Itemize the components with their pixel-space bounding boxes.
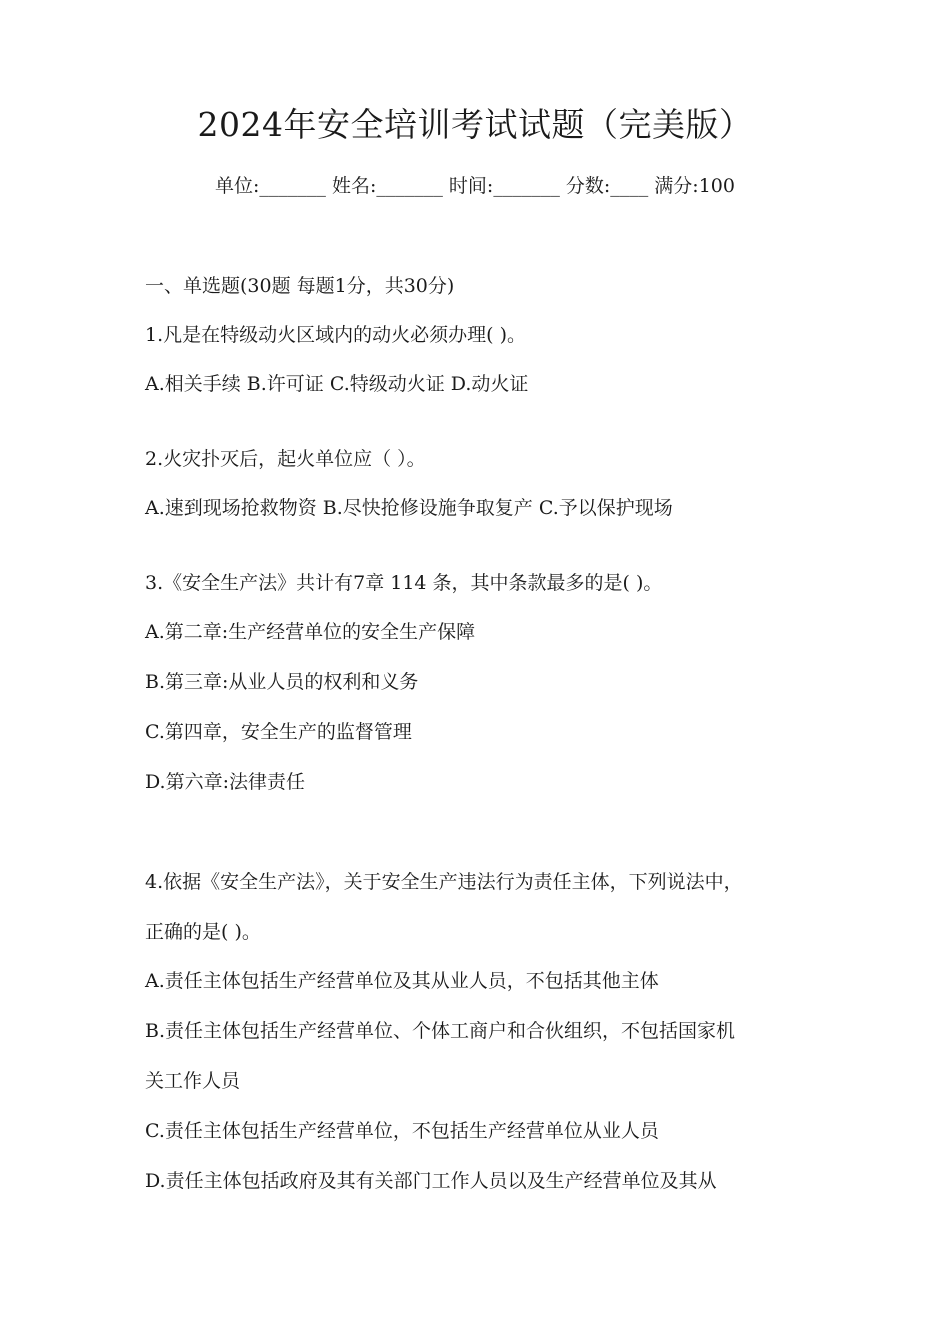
question-4-option-a: A.责任主体包括生产经营单位及其从业人员，不包括其他主体 <box>145 970 659 992</box>
question-1-stem: 1.凡是在特级动火区域内的动火必须办理( )。 <box>145 324 526 346</box>
question-3-option-b: B.第三章:从业人员的权利和义务 <box>145 671 419 693</box>
question-3-stem: 3.《安全生产法》共计有7章 114 条，其中条款最多的是( )。 <box>145 572 663 594</box>
question-4-option-d-line-1: D.责任主体包括政府及其有关部门工作人员以及生产经营单位及其从 <box>145 1170 717 1192</box>
question-1-options: A.相关手续 B.许可证 C.特级动火证 D.动火证 <box>145 373 529 395</box>
question-2-stem: 2.火灾扑灭后，起火单位应（ ）。 <box>145 448 426 470</box>
document-title: 2024年安全培训考试试题（完美版） <box>197 105 753 144</box>
question-3-option-c: C.第四章，安全生产的监督管理 <box>145 721 412 743</box>
section-heading: 一、单选题(30题 每题1分，共30分) <box>145 275 455 297</box>
question-2-options: A.速到现场抢救物资 B.尽快抢修设施争取复产 C.予以保护现场 <box>145 497 673 519</box>
question-4-option-b-line-2: 关工作人员 <box>145 1070 241 1092</box>
question-4-option-b-line-1: B.责任主体包括生产经营单位、个体工商户和合伙组织，不包括国家机 <box>145 1020 736 1042</box>
question-3-option-a: A.第二章:生产经营单位的安全生产保障 <box>145 621 476 643</box>
question-3-option-d: D.第六章:法律责任 <box>145 771 305 793</box>
question-4-stem-line-2: 正确的是( )。 <box>145 921 261 943</box>
question-4-stem-line-1: 4.依据《安全生产法》，关于安全生产违法行为责任主体，下列说法中， <box>145 871 743 893</box>
question-4-option-c: C.责任主体包括生产经营单位，不包括生产经营单位从业人员 <box>145 1120 659 1142</box>
exam-info-line: 单位:_______ 姓名:_______ 时间:_______ 分数:____ 满分:100 <box>215 175 735 197</box>
